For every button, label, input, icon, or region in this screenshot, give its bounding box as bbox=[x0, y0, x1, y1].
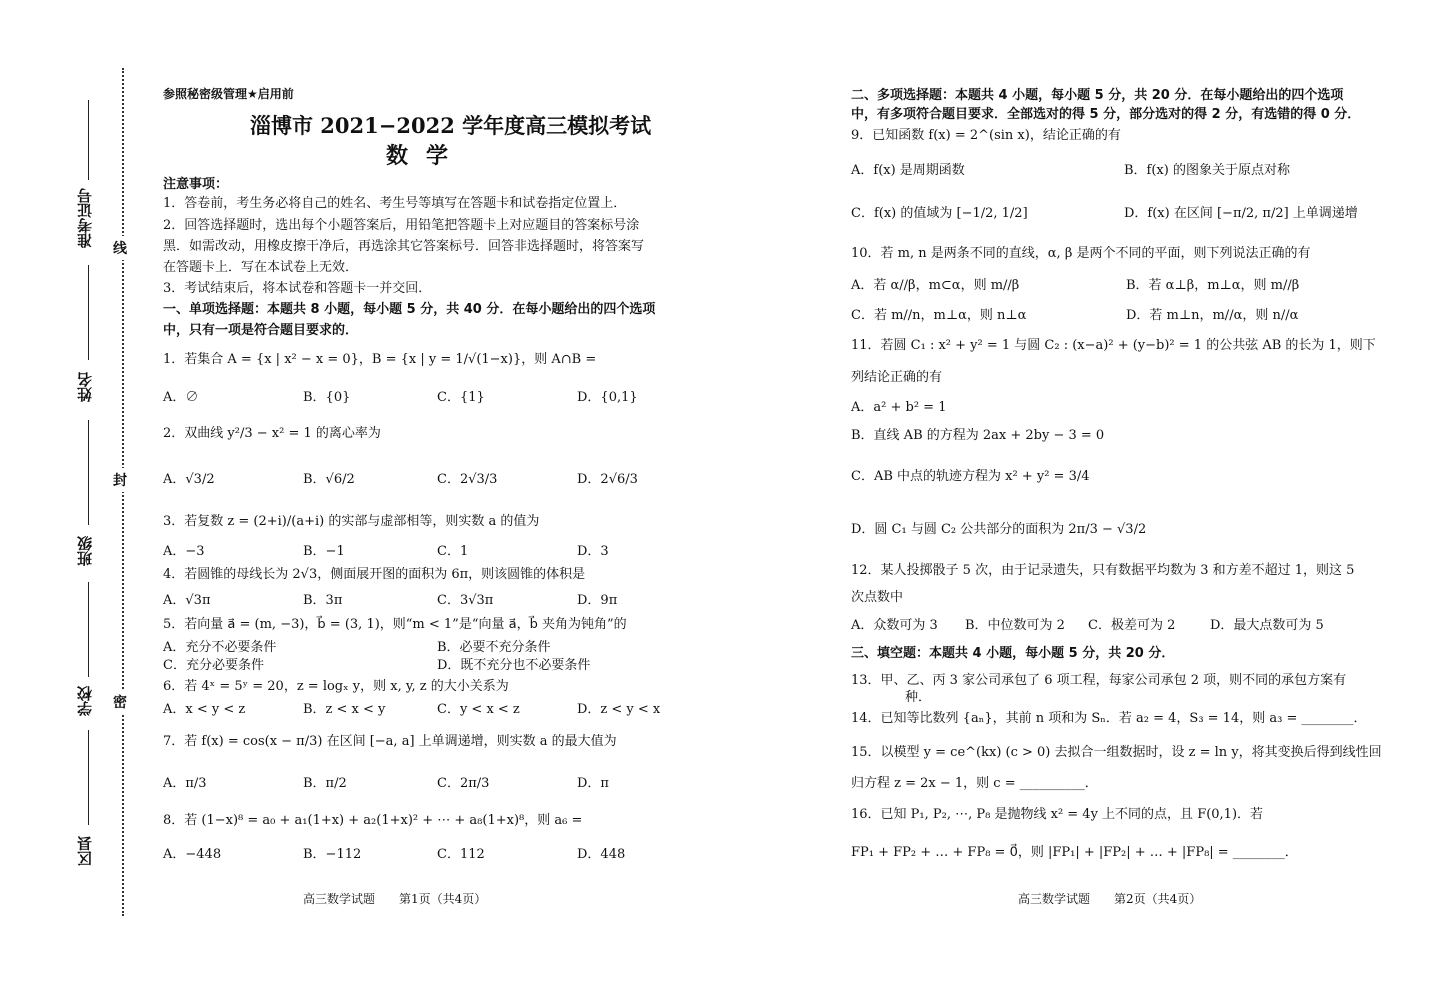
option: C．若 m//n，m⊥α，则 n⊥α bbox=[851, 308, 1027, 323]
notice-line: 黑．如需改动，用橡皮擦干净后，再选涂其它答案标号．回答非选择题时，将答案写 bbox=[163, 239, 645, 254]
section-heading: 二、多项选择题：本题共 4 小题，每小题 5 分，共 20 分．在每小题给出的四个选项 bbox=[851, 88, 1344, 103]
field-label: 区县 bbox=[76, 836, 94, 866]
option: D．3 bbox=[577, 544, 609, 559]
field-label: 班级 bbox=[76, 536, 94, 566]
option: A．√3π bbox=[163, 593, 211, 608]
option: D．448 bbox=[577, 847, 626, 862]
option: D．2√6/3 bbox=[577, 472, 638, 487]
option: C．{1} bbox=[437, 390, 485, 405]
question-5: 5．若向量 a⃗ = (m, −3)，b⃗ = (3, 1)，则“m < 1”是“向量 a⃗，b⃗ 夹角为钝角”的 bbox=[163, 617, 627, 632]
option: B．f(x) 的图象关于原点对称 bbox=[1124, 163, 1290, 178]
classification: 参照秘密级管理★启用前 bbox=[163, 87, 294, 101]
question-15-cont: 归方程 z = 2x − 1，则 c = __________． bbox=[851, 776, 1098, 791]
question-12-cont: 次点数中 bbox=[851, 590, 904, 605]
option: B．−1 bbox=[303, 544, 345, 559]
option: A．f(x) 是周期函数 bbox=[851, 163, 965, 178]
fill-line bbox=[88, 420, 89, 525]
question-13-cont: 种． bbox=[905, 690, 932, 705]
field-school[interactable] bbox=[70, 686, 100, 720]
option: A．−448 bbox=[163, 847, 222, 862]
option: D．圆 C₁ 与圆 C₂ 公共部分的面积为 2π/3 − √3/2 bbox=[851, 522, 1147, 537]
notice-heading: 注意事项： bbox=[163, 177, 229, 192]
question-11-cont: 列结论正确的有 bbox=[851, 370, 943, 385]
option: B．3π bbox=[303, 593, 343, 608]
option: C．3√3π bbox=[437, 593, 494, 608]
option: B．中位数可为 2 bbox=[965, 618, 1065, 633]
question-13: 13．甲、乙、丙 3 家公司承包了 6 项工程，每家公司承包 2 项，则不同的承包方案有 bbox=[851, 673, 1347, 688]
seal-line bbox=[122, 68, 124, 916]
field-label: 姓名 bbox=[76, 372, 94, 402]
question-11: 11．若圆 C₁ : x² + y² = 1 与圆 C₂ : (x−a)² + (y−b)² = 1 的公共弦 AB 的长为 1，则下 bbox=[851, 338, 1376, 353]
option: C．2π/3 bbox=[437, 776, 490, 791]
question-10: 10．若 m, n 是两条不同的直线，α, β 是两个不同的平面，则下列说法正确的有 bbox=[851, 246, 1311, 261]
question-1: 1．若集合 A = {x | x² − x = 0}，B = {x | y = 1/√(1−x)}，则 A∩B = bbox=[163, 352, 597, 367]
fill-line bbox=[88, 265, 89, 360]
option: D．z < y < x bbox=[577, 702, 661, 717]
field-name[interactable] bbox=[70, 372, 100, 406]
option: D．若 m⊥n，m//α，则 n//α bbox=[1126, 308, 1299, 323]
page-footer: 高三数学试题 第2页（共4页） bbox=[1018, 892, 1202, 906]
question-3: 3．若复数 z = (2+i)/(a+i) 的实部与虚部相等，则实数 a 的值为 bbox=[163, 514, 540, 529]
option: A．众数可为 3 bbox=[851, 618, 938, 633]
option: C．f(x) 的值域为 [−1/2, 1/2] bbox=[851, 206, 1028, 221]
option: A．∅ bbox=[163, 390, 199, 405]
option: B．z < x < y bbox=[303, 702, 386, 717]
option: A．−3 bbox=[163, 544, 205, 559]
option: B．√6/2 bbox=[303, 472, 355, 487]
fill-line bbox=[88, 100, 89, 180]
seal-char-secret: 密 bbox=[113, 690, 127, 714]
field-exam-number[interactable] bbox=[70, 188, 100, 252]
option: C．112 bbox=[437, 847, 485, 862]
question-4: 4．若圆锥的母线长为 2√3，侧面展开图的面积为 6π，则该圆锥的体积是 bbox=[163, 567, 586, 582]
option: B．必要不充分条件 bbox=[437, 640, 551, 655]
option: D．{0,1} bbox=[577, 390, 638, 405]
section-heading: 中，只有一项是符合题目要求的． bbox=[163, 323, 359, 338]
field-label: 学校 bbox=[76, 686, 94, 716]
option: C．极差可为 2 bbox=[1088, 618, 1176, 633]
question-15: 15．以模型 y = ce^(kx) (c > 0) 去拟合一组数据时，设 z = ln y，将其变换后得到线性回 bbox=[851, 745, 1382, 760]
question-16: 16．已知 P₁, P₂, ⋯, P₈ 是抛物线 x² = 4y 上不同的点，且 F(0,1)．若 bbox=[851, 807, 1264, 822]
fill-line bbox=[88, 730, 89, 825]
option: A．若 α//β，m⊂α，则 m//β bbox=[851, 278, 1020, 293]
notice-line: 1．答卷前，考生务必将自己的姓名、考生号等填写在答题卡和试卷指定位置上． bbox=[163, 196, 627, 211]
question-9: 9．已知函数 f(x) = 2^(sin x)，结论正确的有 bbox=[851, 128, 1121, 143]
field-label: 准考证号 bbox=[76, 188, 94, 248]
option: D．f(x) 在区间 [−π/2, π/2] 上单调递增 bbox=[1124, 206, 1358, 221]
option: C．1 bbox=[437, 544, 469, 559]
option: C．充分必要条件 bbox=[163, 658, 264, 673]
question-16-cont: FP₁ + FP₂ + … + FP₈ = 0⃗，则 |FP₁| + |FP₂| + … + |FP₈| = ________． bbox=[851, 845, 1298, 860]
section-heading: 一、单项选择题：本题共 8 小题，每小题 5 分，共 40 分．在每小题给出的四个选项 bbox=[163, 302, 656, 317]
question-7: 7．若 f(x) = cos(x − π/3) 在区间 [−a, a] 上单调递增，则实数 a 的最大值为 bbox=[163, 734, 617, 749]
question-12: 12．某人投掷骰子 5 次，由于记录遗失，只有数据平均数为 3 和方差不超过 1，则这 5 bbox=[851, 563, 1355, 578]
option: A．π/3 bbox=[163, 776, 207, 791]
option: D．π bbox=[577, 776, 609, 791]
question-2: 2．双曲线 y²/3 − x² = 1 的离心率为 bbox=[163, 426, 381, 441]
option: D．9π bbox=[577, 593, 618, 608]
option: B．直线 AB 的方程为 2ax + 2by − 3 = 0 bbox=[851, 428, 1105, 443]
fill-line bbox=[88, 582, 89, 677]
option: C．2√3/3 bbox=[437, 472, 498, 487]
option: D．既不充分也不必要条件 bbox=[437, 658, 591, 673]
section-heading: 三、填空题：本题共 4 小题，每小题 5 分，共 20 分． bbox=[851, 646, 1175, 661]
field-class[interactable] bbox=[70, 536, 100, 570]
notice-line: 在答题卡上．写在本试卷上无效． bbox=[163, 260, 359, 275]
subject-title: 数学 bbox=[386, 143, 467, 169]
section-heading: 中，有多项符合题目要求．全部选对的得 5 分，部分选对的得 2 分，有选错的得 0 分． bbox=[851, 107, 1361, 122]
exam-title: 淄博市 2021−2022 学年度高三模拟考试 bbox=[250, 113, 652, 138]
option: D．最大点数可为 5 bbox=[1210, 618, 1324, 633]
option: C．y < x < z bbox=[437, 702, 520, 717]
option: A．a² + b² = 1 bbox=[851, 400, 947, 415]
option: A．x < y < z bbox=[163, 702, 246, 717]
seal-char-seal: 封 bbox=[113, 468, 127, 492]
question-8: 8．若 (1−x)⁸ = a₀ + a₁(1+x) + a₂(1+x)² + ⋯ + a₈(1+x)⁸，则 a₆ = bbox=[163, 813, 583, 828]
notice-line: 2．回答选择题时，选出每个小题答案后，用铅笔把答题卡上对应题目的答案标号涂 bbox=[163, 218, 640, 233]
question-14: 14．已知等比数列 {aₙ}，其前 n 项和为 Sₙ．若 a₂ = 4，S₃ = 14，则 a₃ = ________． bbox=[851, 711, 1367, 726]
option: C．AB 中点的轨迹方程为 x² + y² = 3/4 bbox=[851, 469, 1090, 484]
option: B．{0} bbox=[303, 390, 351, 405]
seal-char-line: 线 bbox=[113, 236, 127, 260]
option: B．−112 bbox=[303, 847, 362, 862]
option: B．π/2 bbox=[303, 776, 347, 791]
option: B．若 α⊥β，m⊥α，则 m//β bbox=[1126, 278, 1300, 293]
option: A．√3/2 bbox=[163, 472, 215, 487]
question-6: 6．若 4ˣ = 5ʸ = 20，z = logₓ y，则 x, y, z 的大小关系为 bbox=[163, 679, 509, 694]
field-district[interactable] bbox=[70, 836, 100, 870]
notice-line: 3．考试结束后，将本试卷和答题卡一并交回． bbox=[163, 281, 432, 296]
page-footer: 高三数学试题 第1页（共4页） bbox=[303, 892, 487, 906]
option: A．充分不必要条件 bbox=[163, 640, 277, 655]
